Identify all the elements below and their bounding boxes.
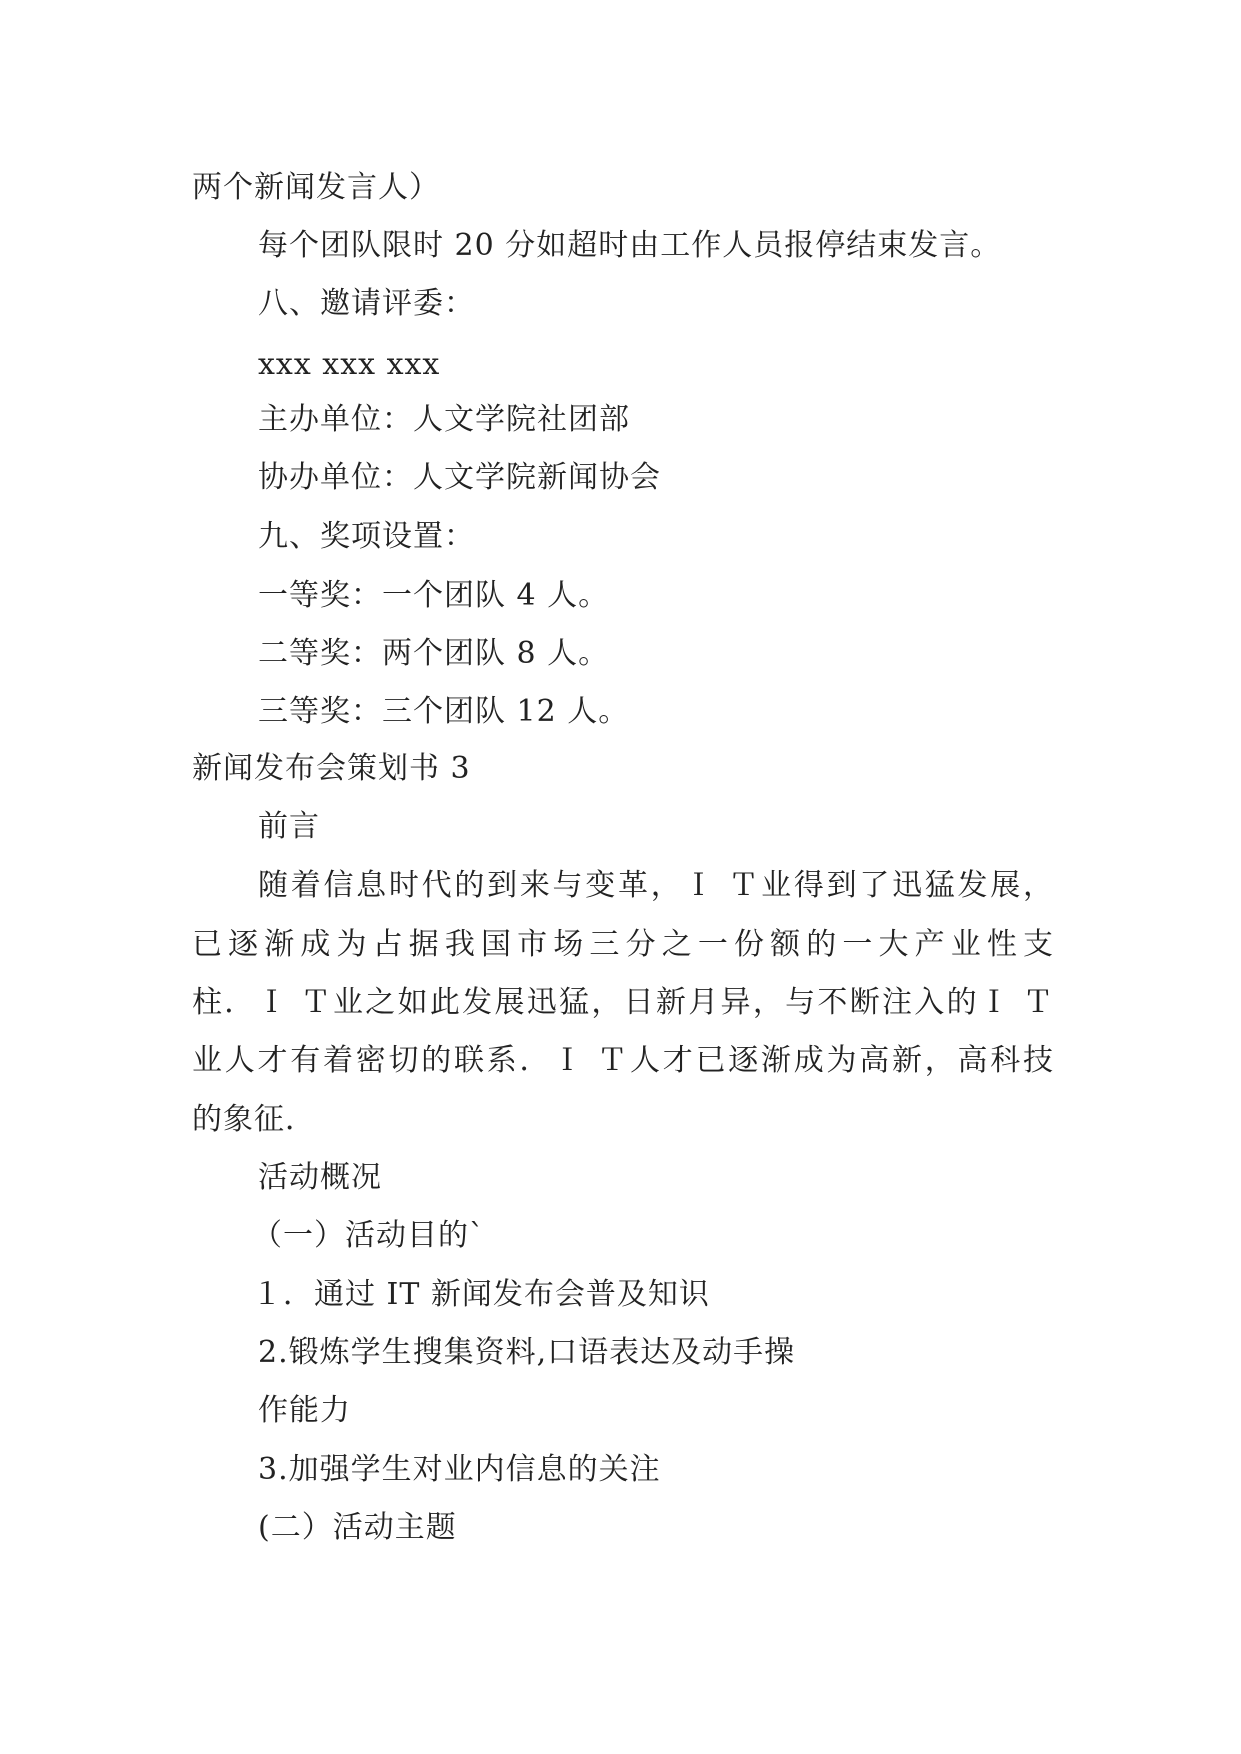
paragraph-line: 已逐渐成为占据我国市场三分之一份额的一大产业性支 [192, 927, 1054, 962]
list-item: 作能力 [258, 1393, 351, 1428]
text-line: 协办单位：人文学院新闻协会 [258, 460, 661, 495]
paragraph-line: 的象征． [192, 1102, 316, 1137]
section-heading: 八、邀请评委： [258, 286, 475, 321]
document-title: 新闻发布会策划书 3 [192, 751, 471, 786]
paragraph-line: 业人才有着密切的联系．Ｉ Ｔ人才已逐渐成为高新，高科技 [192, 1043, 1054, 1078]
list-item: 3.加强学生对业内信息的关注 [258, 1452, 661, 1487]
text-line: 主办单位：人文学院社团部 [258, 402, 630, 437]
text-line: 三等奖：三个团队 12 人。 [258, 694, 630, 729]
paragraph-line: 柱．Ｉ Ｔ业之如此发展迅猛，日新月异，与不断注入的Ｉ Ｔ [192, 985, 1054, 1020]
paragraph-line: 随着信息时代的到来与变革，Ｉ Ｔ业得到了迅猛发展， [258, 868, 1054, 903]
text-line: xxx xxx xxx [258, 347, 441, 382]
list-item: 2.锻炼学生搜集资料,口语表达及动手操 [258, 1335, 796, 1370]
list-item: １．通过 IT 新闻发布会普及知识 [252, 1277, 710, 1312]
text-line: 一等奖：一个团队 4 人。 [258, 578, 610, 613]
text-line: 二等奖：两个团队 8 人。 [258, 636, 610, 671]
subsection-heading: （一）活动目的` [252, 1218, 485, 1253]
text-line: 两个新闻发言人） [192, 170, 440, 205]
text-line: 每个团队限时 20 分如超时由工作人员报停结束发言。 [258, 228, 1002, 263]
section-heading: 活动概况 [258, 1160, 382, 1195]
subsection-heading: (二）活动主题 [258, 1510, 457, 1545]
section-heading: 前言 [258, 809, 320, 844]
section-heading: 九、奖项设置： [258, 519, 475, 554]
